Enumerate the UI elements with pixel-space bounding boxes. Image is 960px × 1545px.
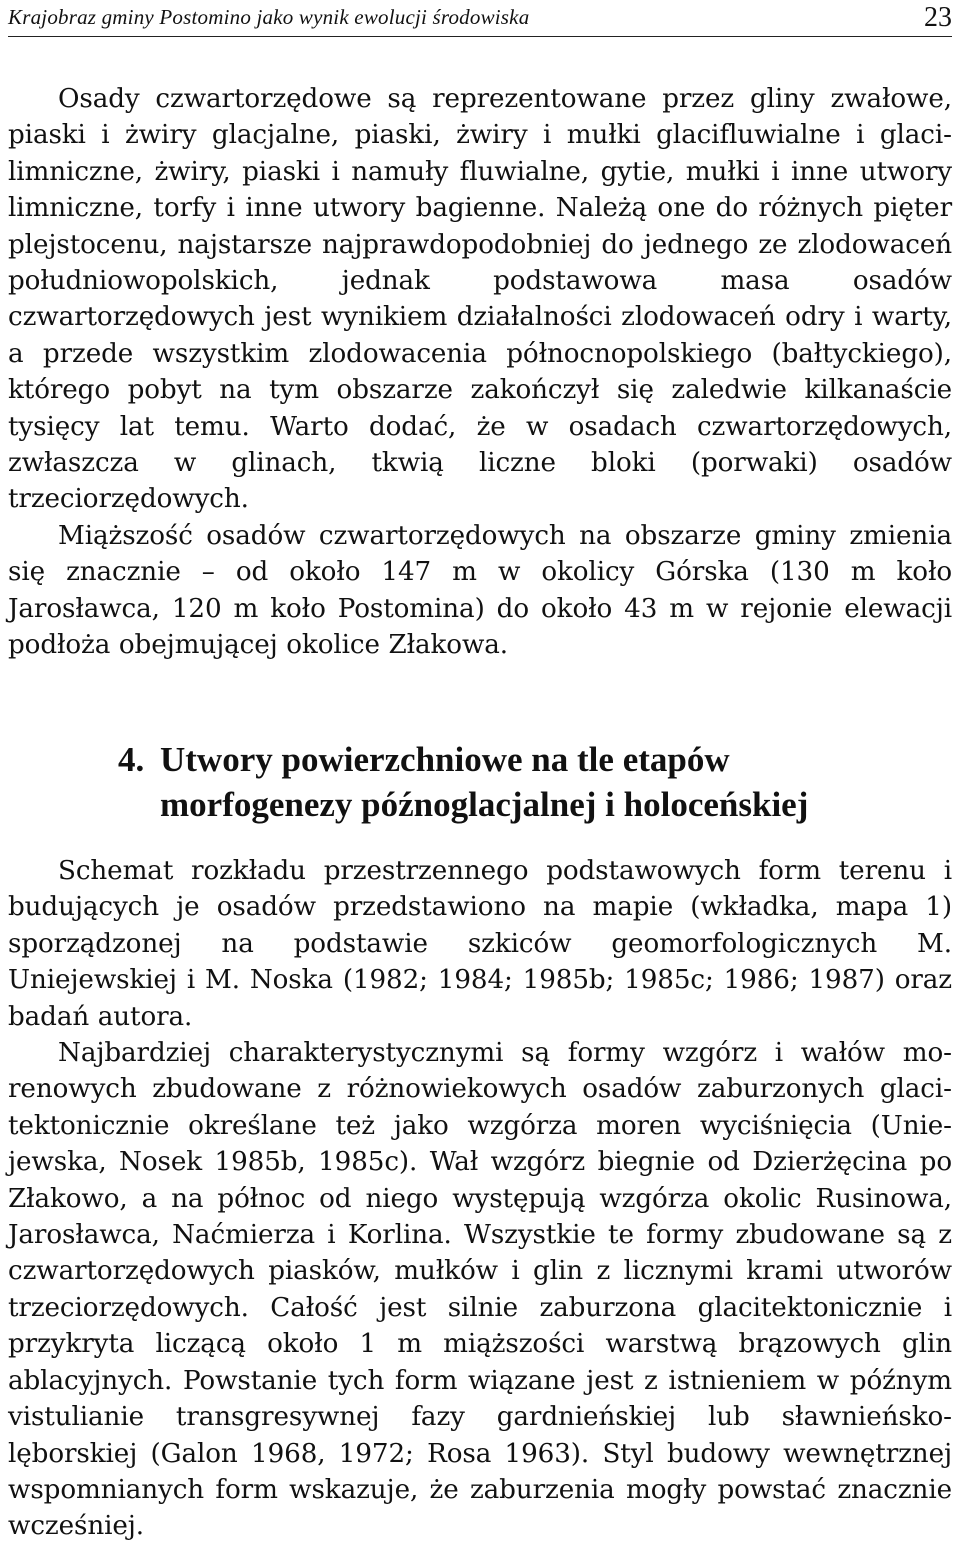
section-a-text — [8, 81, 952, 664]
paragraph-moraine-forms: Najbardziej charakterystycznymi są formy wzgórz i wałów morenowych zbudowane z różnowiekowych osadów zaburzonych glacitektonicznie określane też jako wzgórza moren wyciśnięcia (Uniejewska, Nosek 1985b, 1985c). Wał wzgórz biegnie od Dzierżęcina po Złakowo, a na północ od niego występują wzgórza okolic Rusinowa, Jarosławca, Naćmierza i Korlina. Wszystkie te formy zbudowane są z czwartorzędowych piasków, mułków i glin z licznymi krami utworów trzeciorzędowych. Całość jest silnie zaburzona glacitektonicznie i przykryta liczącą około 1 m miąższości warstwą brązowych glin ablacyjnych. Powstanie tych form wiązane jest z istnieniem w późnym vistulianie transgresywnej fazy gardnieńskiej lub sławnieńskolęborskiej (Galon 1968, 1972; Rosa 1963). Styl budowy wewnętrznej wspomnianych form wskazuje, że zaburzenia mogły powstać znacznie wcześniej. — [8, 1038, 952, 1542]
paragraph-quaternary-deposits: Osady czwartorzędowe są reprezentowane przez gliny zwałowe, piaski i żwiry glacjalne, piaski, żwiry i mułki glacifluwialne i glacilimniczne, żwiry, piaski i namuły fluwialne, gytie, mułki i inne utwory limniczne, torfy i inne utwory bagienne. Należą one do różnych pięter plejstocenu, najstarsze najprawdopodobniej do jednego ze zlodowaceń południowopolskich, jednak podstawowa masa osadów czwartorzędowych jest wynikiem działalności zlodowaceń odry i warty, a przede wszystkim zlodowacenia północnopolskiego (bałtyckiego), którego pobyt na tym obszarze zakończył się zaledwie kilkanaście tysięcy lat temu. Warto dodać, że w osadach czwartorzędowych, zwłaszcza w glinach, tkwią liczne bloki (porwaki) osadów trzeciorzędowych. — [8, 84, 952, 515]
section-title-part1: Utwory powierzchniowe na tle etapów — [160, 740, 730, 779]
section-number: 4. — [118, 740, 145, 779]
section-heading — [118, 737, 948, 827]
section-b-text — [8, 853, 952, 1545]
running-header — [8, 0, 952, 37]
paragraph-map-scheme: Schemat rozkładu przestrzennego podstawowych form terenu i budujących je osadów przedstawiono na mapie (wkładka, mapa 1) sporządzonej na podstawie szkiców geomorfologicznych M. Uniejewskiej i M. Noska (1982; 1984; 1985b; 1985c; 1986; 1987) oraz badań autora. — [8, 856, 952, 1032]
paragraph-deposit-thickness: Miąższość osadów czwartorzędowych na obszarze gminy zmienia się znacznie – od około 147 m w okolicy Górska (130 m koło Jarosławca, 120 m koło Postomina) do około 43 m w rejonie elewacji podłoża obejmującej okolice Złakowa. — [8, 520, 952, 661]
section-title-part2: morfogenezy późnoglacjalnej i holoceńskiej — [160, 785, 809, 824]
running-title: Krajobraz gminy Postomino jako wynik ewolucji środowiska — [8, 5, 530, 29]
section-heading-line1 — [118, 737, 948, 782]
page-number: 23 — [924, 2, 952, 33]
